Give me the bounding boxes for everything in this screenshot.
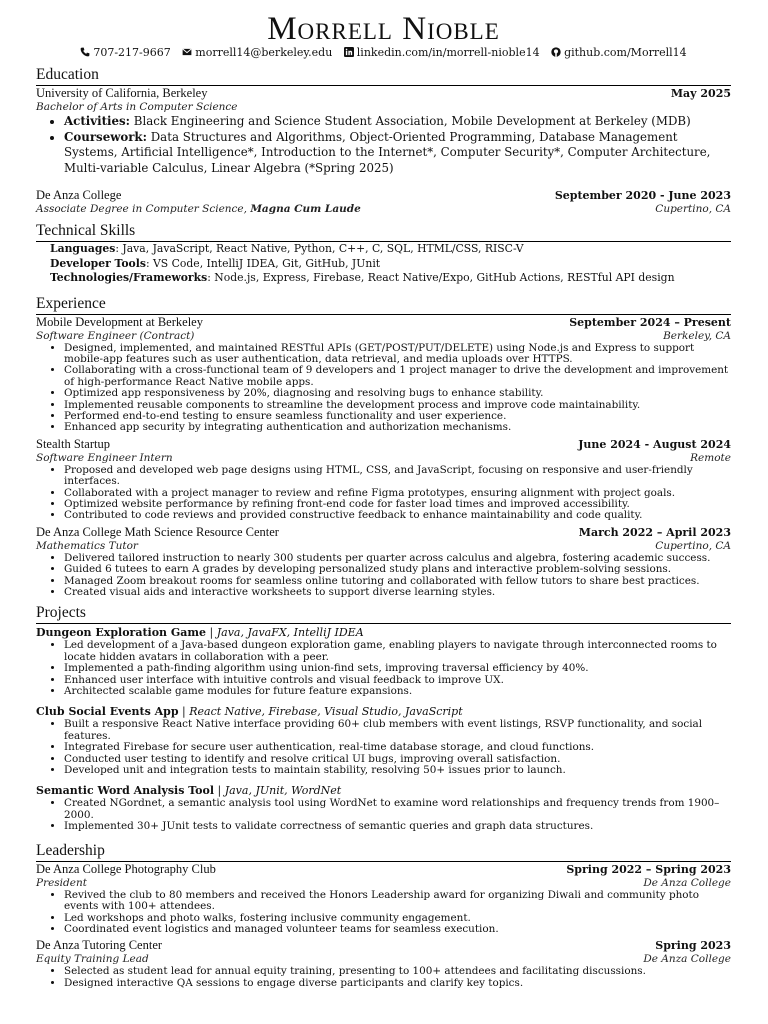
email-link[interactable] xyxy=(182,46,336,59)
list-item: • Optimized website performance by refining front-end code for faster load times and improved accessibility. xyxy=(64,499,731,510)
list-item: • Created NGordnet, a semantic analysis tool using WordNet to examine word relationships and frequency trends from 1900–2000. xyxy=(64,798,731,821)
phone-icon xyxy=(80,47,90,57)
project-tech: Java, JUnit, WordNet xyxy=(224,784,342,798)
project-name: Dungeon Exploration Game xyxy=(36,626,207,640)
location: De Anza College xyxy=(643,953,731,966)
linkedin-text: linkedin.com/in/morrell-nioble14 xyxy=(356,46,540,59)
project-entry: Semantic Word Analysis Tool | Java, JUnit, WordNet • Created NGordnet, a semantic analysis tool using WordNet to examine word relationships and frequency trends from 1900–2000. • Implemented 30+ JUnit tests to validate correctness of semantic queries and graph data structures. xyxy=(36,783,731,832)
contact-bar xyxy=(36,46,731,60)
date-range: September 2024 – Present xyxy=(569,315,731,329)
list-item: • Developed unit and integration tests to maintain stability, resolving 50+ issues prior to launch. xyxy=(64,765,731,776)
education-entry xyxy=(36,188,731,216)
location: De Anza College xyxy=(643,876,731,889)
date-range: March 2022 – April 2023 xyxy=(578,525,731,539)
linkedin-icon xyxy=(344,47,354,57)
project-tech: Java, JavaFX, IntelliJ IDEA xyxy=(216,626,364,640)
date-range: Spring 2023 xyxy=(655,939,731,953)
list-item: • Selected as student lead for annual equity training, presenting to 100+ attendees and facilitating discussions. xyxy=(64,966,731,977)
project-name: Club Social Events App xyxy=(36,705,179,719)
project-entry: Dungeon Exploration Game | Java, JavaFX, IntelliJ IDEA • Led development of a Java-based dungeon exploration game, enabling players to navigate through interconnected rooms to locate hidden avatars in collaboration with a peer. • Implemented a path-finding algorithm using union-find sets, improving traversal efficiency by 40%. • Enhanced user interface with intuitive controls and visual feedback to improve UX. • Architected scalable game modules for future feature expansions. xyxy=(36,625,731,697)
phone-text: 707-217-9667 xyxy=(93,46,171,59)
phone-link[interactable] xyxy=(80,46,174,59)
school-name: De Anza College xyxy=(36,188,122,202)
role: Mathematics Tutor xyxy=(36,539,138,552)
list-item: • Designed interactive QA sessions to engage diverse participants and clarify key topics. xyxy=(64,978,731,989)
envelope-icon xyxy=(182,47,192,57)
list-item: • Collaborating with a cross-functional team of 9 developers and 1 project manager to drive the development and improvement of high-performance React Native mobile apps. xyxy=(64,365,731,388)
list-item: • Integrated Firebase for secure user authentication, real-time database storage, and cloud functions. xyxy=(64,742,731,753)
list-item: • Activities: Black Engineering and Science Student Association, Mobile Development at Berkeley (MDB) xyxy=(64,114,731,130)
section-title-education: Education xyxy=(36,66,731,86)
list-item: • Created visual aids and interactive worksheets to support diverse learning styles. xyxy=(64,587,731,598)
candidate-name: Morrell Nioble xyxy=(267,11,500,47)
list-item: • Optimized app responsiveness by 20%, diagnosing and resolving bugs to enhance stability. xyxy=(64,388,731,399)
experience-entry xyxy=(36,525,731,599)
org-name: De Anza College Photography Club xyxy=(36,861,216,876)
list-item: • Guided 6 tutees to earn A grades by developing personalized study plans and interactive problem-solving sessions. xyxy=(64,564,731,575)
date-range: June 2024 - August 2024 xyxy=(578,437,731,451)
list-item: • Architected scalable game modules for future feature expansions. xyxy=(64,686,731,697)
school-name: University of California, Berkeley xyxy=(36,86,208,100)
org-name: De Anza Tutoring Center xyxy=(36,938,163,953)
list-item: • Coordinated event logistics and managed volunteer teams for seamless execution. xyxy=(64,924,731,935)
date-range: September 2020 - June 2023 xyxy=(554,189,731,202)
linkedin-link[interactable] xyxy=(344,46,543,59)
list-item: • Revived the club to 80 members and received the Honors Leadership award for organizing Diwali and community photo events with 100+ attendees. xyxy=(64,890,731,913)
date-range: May 2025 xyxy=(670,87,731,100)
section-title-leadership: Leadership xyxy=(36,842,731,862)
section-title-skills: Technical Skills xyxy=(36,222,731,242)
location: Remote xyxy=(690,451,731,464)
project-entry: Club Social Events App | React Native, Firebase, Visual Studio, JavaScript • Built a responsive React Native interface providing 60+ club members with event listings, RSVP functionality, and social features. • Integrated Firebase for secure user authentication, real-time database storage, and cloud functions. • Conducted user testing to identify and resolve critical UI bugs, improving overall satisfaction. • Developed unit and integration tests to maintain stability, resolving 50+ issues prior to launch. xyxy=(36,704,731,776)
list-item: • Contributed to code reviews and provided constructive feedback to enhance maintainability and code quality. xyxy=(64,510,731,521)
leadership-entry xyxy=(36,938,731,989)
github-icon xyxy=(551,47,561,57)
experience-entry xyxy=(36,315,731,434)
list-item: • Designed, implemented, and maintained RESTful APIs (GET/POST/PUT/DELETE) using Node.js and Express to support mobile-app features such as user authentication, data retrieval, and media uploads over HTTPS. xyxy=(64,343,731,366)
skill-row: Technologies/Frameworks: Node.js, Express, Firebase, React Native/Expo, GitHub Actions, RESTful API design xyxy=(50,271,675,284)
org-name: De Anza College Math Science Resource Center xyxy=(36,524,279,539)
location: Berkeley, CA xyxy=(663,329,731,342)
skill-row: Languages: Java, JavaScript, React Native, Python, C++, C, SQL, HTML/CSS, RISC-V xyxy=(50,242,524,255)
list-item: • Proposed and developed web page designs using HTML, CSS, and JavaScript, focusing on responsive and user-friendly interfaces. xyxy=(64,465,731,488)
list-item: • Implemented 30+ JUnit tests to validate correctness of semantic queries and graph data structures. xyxy=(64,821,731,832)
org-name: Stealth Startup xyxy=(36,436,110,451)
project-name: Semantic Word Analysis Tool xyxy=(36,784,215,798)
list-item: • Led workshops and photo walks, fostering inclusive community engagement. xyxy=(64,913,731,924)
skills-list xyxy=(36,242,731,286)
role: Equity Training Lead xyxy=(36,953,149,966)
location: Cupertino, CA xyxy=(655,539,731,552)
section-title-projects: Projects xyxy=(36,604,731,624)
degree: Associate Degree in Computer Science, Magna Cum Laude xyxy=(36,203,361,215)
list-item: • Collaborated with a project manager to review and refine Figma prototypes, ensuring alignment with project goals. xyxy=(64,488,731,499)
education-entry xyxy=(36,86,731,176)
list-item: • Built a responsive React Native interface providing 60+ club members with event listings, RSVP functionality, and social features. xyxy=(64,719,731,742)
list-item: • Implemented a path-finding algorithm using union-find sets, improving traversal efficiency by 40%. xyxy=(64,663,731,674)
role: President xyxy=(36,876,87,889)
list-item: • Managed Zoom breakout rooms for seamless online tutoring and collaborated with fellow tutors to share best practices. xyxy=(64,576,731,587)
role: Software Engineer Intern xyxy=(36,451,173,464)
skill-row: Developer Tools: VS Code, IntelliJ IDEA, Git, GitHub, JUnit xyxy=(50,256,381,270)
list-item: • Conducted user testing to identify and resolve critical UI bugs, improving overall satisfaction. xyxy=(64,754,731,765)
list-item: • Enhanced app security by integrating authentication and authorization mechanisms. xyxy=(64,422,731,433)
experience-entry xyxy=(36,437,731,522)
section-title-experience: Experience xyxy=(36,295,731,315)
location: Cupertino, CA xyxy=(655,203,731,215)
resume-page xyxy=(36,12,731,989)
project-tech: React Native, Firebase, Visual Studio, JavaScript xyxy=(189,705,463,719)
list-item: • Delivered tailored instruction to nearly 300 students per quarter across calculus and algebra, fostering academic success. xyxy=(64,553,731,564)
degree: Bachelor of Arts in Computer Science xyxy=(36,101,238,113)
leadership-entry xyxy=(36,862,731,936)
date-range: Spring 2022 – Spring 2023 xyxy=(566,862,731,876)
list-item: • Enhanced user interface with intuitive controls and visual feedback to improve UX. xyxy=(64,675,731,686)
org-name: Mobile Development at Berkeley xyxy=(36,314,203,329)
list-item: • Led development of a Java-based dungeon exploration game, enabling players to navigate through interconnected rooms to locate hidden avatars in collaboration with a peer. xyxy=(64,640,731,663)
email-text: morrell14@berkeley.edu xyxy=(195,46,333,59)
github-link[interactable] xyxy=(551,46,687,59)
role: Software Engineer (Contract) xyxy=(36,329,195,342)
list-item: • Coursework: Data Structures and Algorithms, Object-Oriented Programming, Database Management Systems, Artificial Intelligence*, Introduction to the Internet*, Computer Security*, Computer Architecture, Multi-variable Calculus, Linear Algebra (*Spring 2025) xyxy=(64,130,731,177)
list-item: • Performed end-to-end testing to ensure seamless functionality and user experience. xyxy=(64,411,731,422)
list-item: • Implemented reusable components to streamline the development process and improve code maintainability. xyxy=(64,400,731,411)
github-text: github.com/Morrell14 xyxy=(564,46,687,59)
